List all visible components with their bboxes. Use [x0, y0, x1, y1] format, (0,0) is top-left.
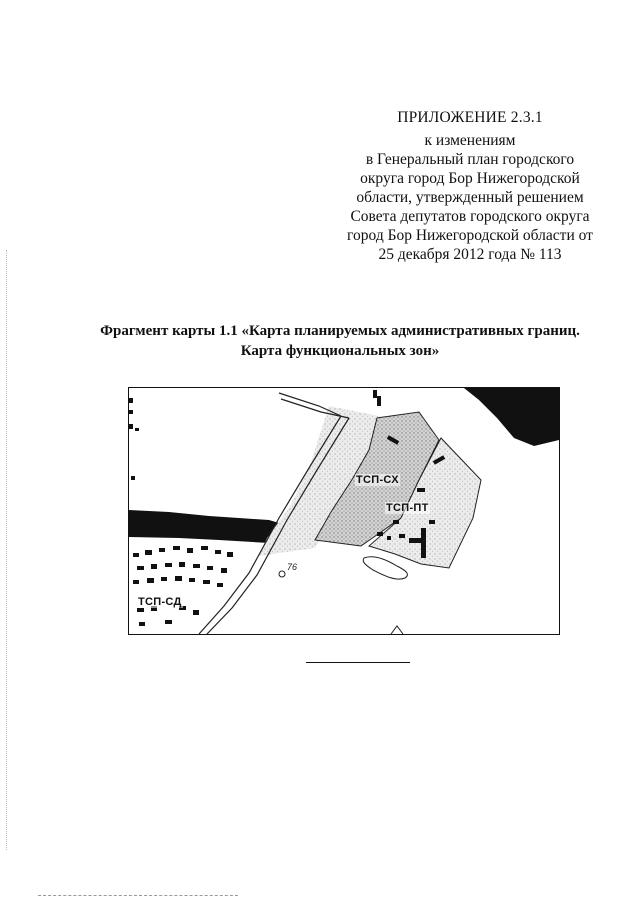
map-heading-line1: Фрагмент карты 1.1 «Карта планируемых административных границ.: [100, 323, 580, 339]
height-point: [279, 571, 285, 577]
appendix-line: к изменениям: [424, 132, 516, 149]
river-right: [464, 388, 559, 446]
closing-rule: [306, 662, 410, 663]
label-tsp-sd: ТСП-СД: [138, 596, 182, 608]
map-drawing: [129, 388, 559, 634]
scan-edge-artifact: [6, 250, 8, 850]
map-heading-line2: Карта функциональных зон»: [240, 343, 440, 359]
label-tsp-sh: ТСП-СХ: [356, 474, 399, 486]
appendix-block: [330, 108, 610, 264]
map-fragment: [128, 387, 560, 635]
appendix-line: округа город Бор Нижегородской: [360, 170, 580, 187]
lake: [363, 557, 407, 579]
appendix-line: Совета депутатов городского округа: [350, 208, 590, 225]
appendix-line: город Бор Нижегородской области от: [347, 227, 593, 244]
appendix-line: в Генеральный план городского: [365, 151, 575, 168]
label-tsp-pt: ТСП-ПТ: [386, 502, 429, 514]
map-heading: [70, 321, 610, 361]
appendix-title: ПРИЛОЖЕНИЕ 2.3.1: [397, 109, 543, 126]
appendix-line: 25 декабря 2012 года № 113: [378, 246, 562, 263]
appendix-line: области, утвержденный решением: [356, 189, 584, 206]
footer-scan-marks: [38, 895, 238, 900]
height-mark-label: 76: [287, 562, 298, 572]
boundary-tick: [391, 626, 403, 634]
